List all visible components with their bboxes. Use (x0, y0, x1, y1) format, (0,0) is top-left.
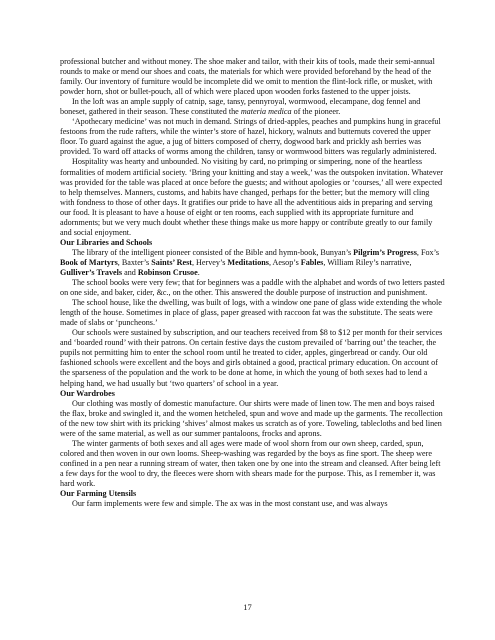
paragraph-clothing: Our clothing was mostly of domestic manufacture. Our shirts were made of linen tow. The men and boys raised the flax, broke and swingled it, and the women hetcheled, spun and wove and made up the garments. The recollection of the new tow shirt with its pricking ‘shives’ almost makes us scratch as of yore. Toweling, tablecloths and bed linen were of the same material, as well as our summer pantaloons, frocks and aprons. (60, 398, 443, 438)
text-run: . (197, 267, 200, 277)
section-heading-wardrobes: Our Wardrobes (60, 388, 115, 398)
paragraph-loft-herbs (60, 97, 445, 117)
page-number: 17 (243, 602, 252, 612)
book-title: Meditations (227, 257, 269, 267)
text-run: The library of the intelligent pioneer consisted of the Bible and hymn-book, Bunyan’s (72, 247, 354, 257)
text-run: , Baxter’s (117, 257, 152, 267)
text-run: , Hervey’s (191, 257, 228, 267)
paragraph-school-books: The school books were very few; that for beginners was a paddle with the alphabet and words of two letters pasted on one side, and baker, cider, &c., on the other. This answered the double purpose of instruction and punishment. (60, 278, 445, 298)
paragraph-apothecary: ‘Apothecary medicine’ was not much in demand. Strings of dried-apples, peaches and pumpkins hung in graceful festoons from the rude rafters, while the winter’s store of hazel, hickory, walnuts and butternuts covered the upper floor. To guard against the ague, a jug of bitters composed of cherry, dogwood bark and prickly ash berries was provided. To ward off attacks of worms among the children, tansy or wormwood bitters was regularly administered. (60, 117, 441, 157)
paragraph-school-house: The school house, like the dwelling, was built of logs, with a window one pane of glass wide extending the whole length of the house. Sometimes in place of glass, paper greased with raccoon fat was the substitute. The seats were made of slabs or ‘puncheons.’ (60, 298, 442, 328)
text-run: In the loft was an ample supply of catnip, sage, tansy, pennyroyal, wormwood, elecampane, dog fennel and boneset, gathered in their season. These constituted the (60, 97, 421, 117)
book-title: Fables (300, 257, 324, 267)
paragraph-farm-implements: Our farm implements were few and simple. The ax was in the most constant use, and was always (72, 499, 388, 509)
emphasis-materia-medica: materia medica (240, 107, 292, 117)
text-run: , Fox’s (416, 247, 439, 257)
document-body (60, 57, 445, 509)
text-run: , William Riley’s narrative, (323, 257, 412, 267)
text-run: of the pioneer. (291, 107, 341, 117)
book-title: Robinson Crusoe (137, 267, 198, 277)
paragraph-schools-sustained: Our schools were sustained by subscription, and our teachers received from $8 to $12 per month for their services and ‘boarded round’ with their patrons. On certain festive days the custom prevailed of ‘barring out’ the teacher, the pupils not permitting him to enter the school room until he treated to cider, apples, gingerbread or candy. Our old fashioned schools were excellent and the boys and girls obtained a good, practical primary education. On account of the sparseness of the population and the work to be done at home, in which the young of both sexes had to lend a helping hand, we had usually but ‘two quarters’ of school in a year. (60, 328, 443, 388)
paragraph-winter-garments: The winter garments of both sexes and all ages were made of wool shorn from our own sheep, carded, spun, colored and then woven in our own looms. Sheep-washing was regarded by the boys as fine sport. The sheep were confined in a pen near a running stream of water, then taken one by one into the stream and cleansed. After being left a few days for the wool to dry, the fleeces were shorn with shears made for the purpose. This, as I remember it, was hard work. (60, 438, 441, 488)
book-title: Pilgrim’s Progress (353, 247, 417, 257)
paragraph-library (60, 248, 445, 278)
section-heading-farming-utensils: Our Farming Utensils (60, 489, 137, 499)
text-run: , Aesop’s (268, 257, 301, 267)
paragraph-furniture: professional butcher and without money. The shoe maker and tailor, with their kits of tools, made their semi-annual rounds to make or mend our shoes and coats, the materials for which were provided beforehand by the head of the family. Our inventory of furniture would be incomplete did we omit to mention the flint-lock rifle, or musket, with powder horn, shot or bullet-pouch, all of which were placed upon wooden forks fastened to the upper joists. (60, 57, 435, 97)
book-title: Book of Martyrs (60, 257, 118, 267)
section-heading-libraries: Our Libraries and Schools (60, 237, 153, 247)
paragraph-hospitality: Hospitality was hearty and unbounded. No visiting by card, no primping or simpering, none of the heartless formalities of modern artificial society. ‘Bring your knitting and stay a week,’ was the outspoken invitation. Whatever was provided for the table was placed at once before the guests; and without apologies or ‘courses,’ all were expected to help themselves. Manners, customs, and habits have changed, perhaps for the better; but the memory will cling with fondness to those of other days. It gratifies our pride to have all the adventitious aids in preparing and serving our food. It is pleasant to have a house of eight or ten rooms, each supplied with its appropriate furniture and adornments; but we very much doubt whether these things make us more happy or contribute greatly to our family and social enjoyment. (60, 157, 443, 237)
text-run: and (122, 267, 138, 277)
book-title: Saints’ Rest (151, 257, 192, 267)
book-title: Gulliver’s Travels (60, 267, 123, 277)
